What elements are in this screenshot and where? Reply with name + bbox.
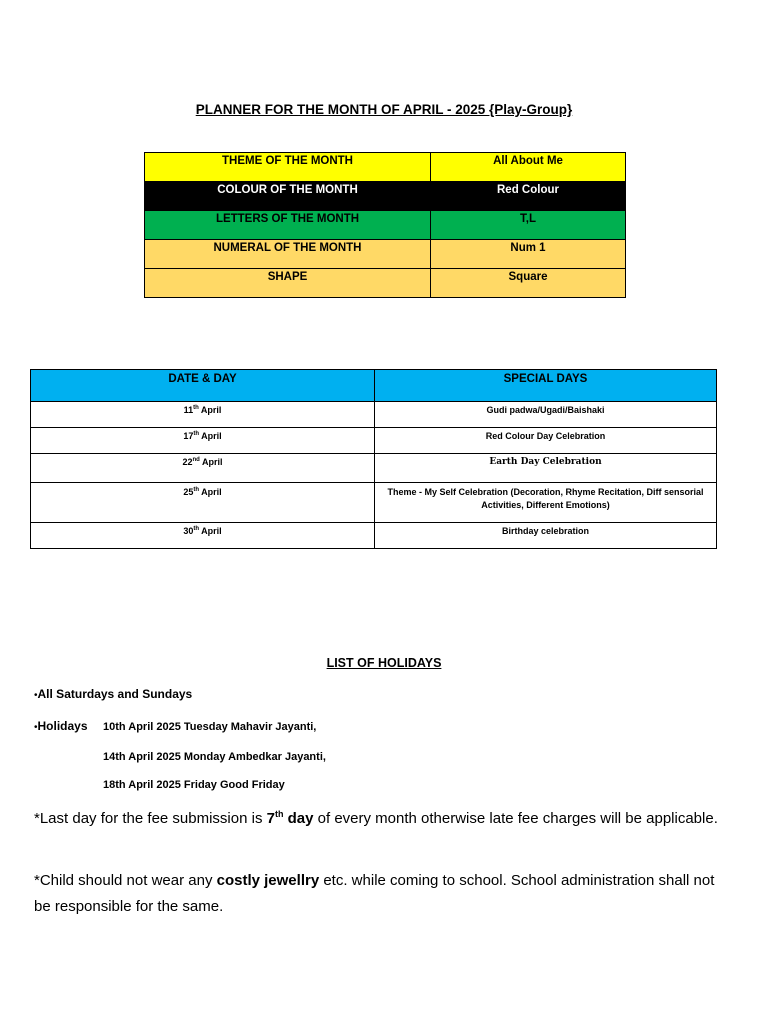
- bullet: •: [34, 722, 38, 733]
- holidays-title: LIST OF HOLIDAYS: [326, 656, 442, 670]
- theme-value: All About Me: [431, 153, 626, 182]
- fee-day-number: 7: [266, 810, 275, 827]
- date-day: 30: [183, 526, 194, 536]
- fee-note-rest: of every month otherwise late fee charges will be applicable.: [313, 810, 718, 827]
- weekends-text: All Saturdays and Sundays: [37, 687, 193, 701]
- date-cell: [31, 523, 375, 549]
- holiday-item: 10th April 2025 Tuesday Mahavir Jayanti,: [103, 721, 317, 733]
- date-day: 22: [182, 457, 193, 467]
- date-month: April: [199, 457, 223, 467]
- numeral-value: Num 1: [431, 240, 626, 269]
- date-day: 17: [183, 431, 194, 441]
- table-row: [31, 402, 717, 428]
- holidays-label: Holidays: [37, 719, 88, 733]
- jewellery-note-text: *Child should not wear any: [34, 872, 217, 889]
- event-cell: Gudi padwa/Ugadi/Baishaki: [375, 402, 717, 428]
- letters-label: LETTERS OF THE MONTH: [145, 211, 431, 240]
- shape-row: [145, 269, 626, 298]
- date-cell: [31, 428, 375, 454]
- date-cell: [31, 454, 375, 483]
- event-cell: Birthday celebration: [375, 523, 717, 549]
- colour-value: Red Colour: [431, 182, 626, 211]
- holiday-item: 18th April 2025 Friday Good Friday: [103, 779, 285, 791]
- table-row: [31, 454, 717, 483]
- special-days-table: [30, 369, 717, 549]
- page-title: PLANNER FOR THE MONTH OF APRIL - 2025 {Play-Group}: [195, 102, 573, 117]
- jewellery-bold: costly jewellry: [216, 872, 320, 889]
- date-month: April: [199, 487, 222, 497]
- date-suffix: th: [193, 526, 199, 532]
- weekends-line: [34, 687, 192, 701]
- letters-value: T,L: [431, 211, 626, 240]
- date-cell: [31, 402, 375, 428]
- date-suffix: th: [193, 405, 199, 411]
- fee-note-text: *Last day for the fee submission is: [34, 810, 267, 827]
- theme-row: [145, 153, 626, 182]
- date-month: April: [199, 526, 222, 536]
- date-day-header: DATE & DAY: [31, 370, 375, 402]
- holiday-item: 14th April 2025 Monday Ambedkar Jayanti,: [103, 751, 326, 763]
- numeral-row: [145, 240, 626, 269]
- date-suffix: th: [193, 487, 199, 493]
- jewellery-note-rest: etc. while coming to school. School administration shall not be responsible for the same.: [34, 872, 715, 915]
- theme-label: THEME OF THE MONTH: [145, 153, 431, 182]
- table-header-row: [31, 370, 717, 402]
- table-row: [31, 483, 717, 523]
- bullet: •: [34, 690, 38, 701]
- jewellery-note: [34, 868, 734, 920]
- fee-day-word: day: [283, 810, 314, 827]
- date-month: April: [199, 431, 222, 441]
- date-day: 11: [183, 405, 194, 415]
- colour-row: [145, 182, 626, 211]
- event-cell: Red Colour Day Celebration: [375, 428, 717, 454]
- table-row: [31, 428, 717, 454]
- shape-value: Square: [431, 269, 626, 298]
- date-suffix: nd: [192, 457, 200, 463]
- fee-note: [34, 806, 734, 832]
- date-suffix: th: [193, 431, 199, 437]
- event-cell: Earth Day Celebration: [375, 454, 717, 483]
- date-month: April: [198, 405, 222, 415]
- table-row: [31, 523, 717, 549]
- shape-label: SHAPE: [145, 269, 431, 298]
- date-cell: [31, 483, 375, 523]
- fee-day-suffix: th: [274, 809, 284, 819]
- theme-table: [144, 152, 626, 298]
- colour-label: COLOUR OF THE MONTH: [145, 182, 431, 211]
- special-days-header: SPECIAL DAYS: [375, 370, 717, 402]
- event-cell: Theme - My Self Celebration (Decoration, Rhyme Recitation, Diff sensorial Activities, Different Emotions): [375, 483, 717, 523]
- numeral-label: NUMERAL OF THE MONTH: [145, 240, 431, 269]
- holidays-line: [34, 719, 88, 733]
- date-day: 25: [183, 487, 194, 497]
- letters-row: [145, 211, 626, 240]
